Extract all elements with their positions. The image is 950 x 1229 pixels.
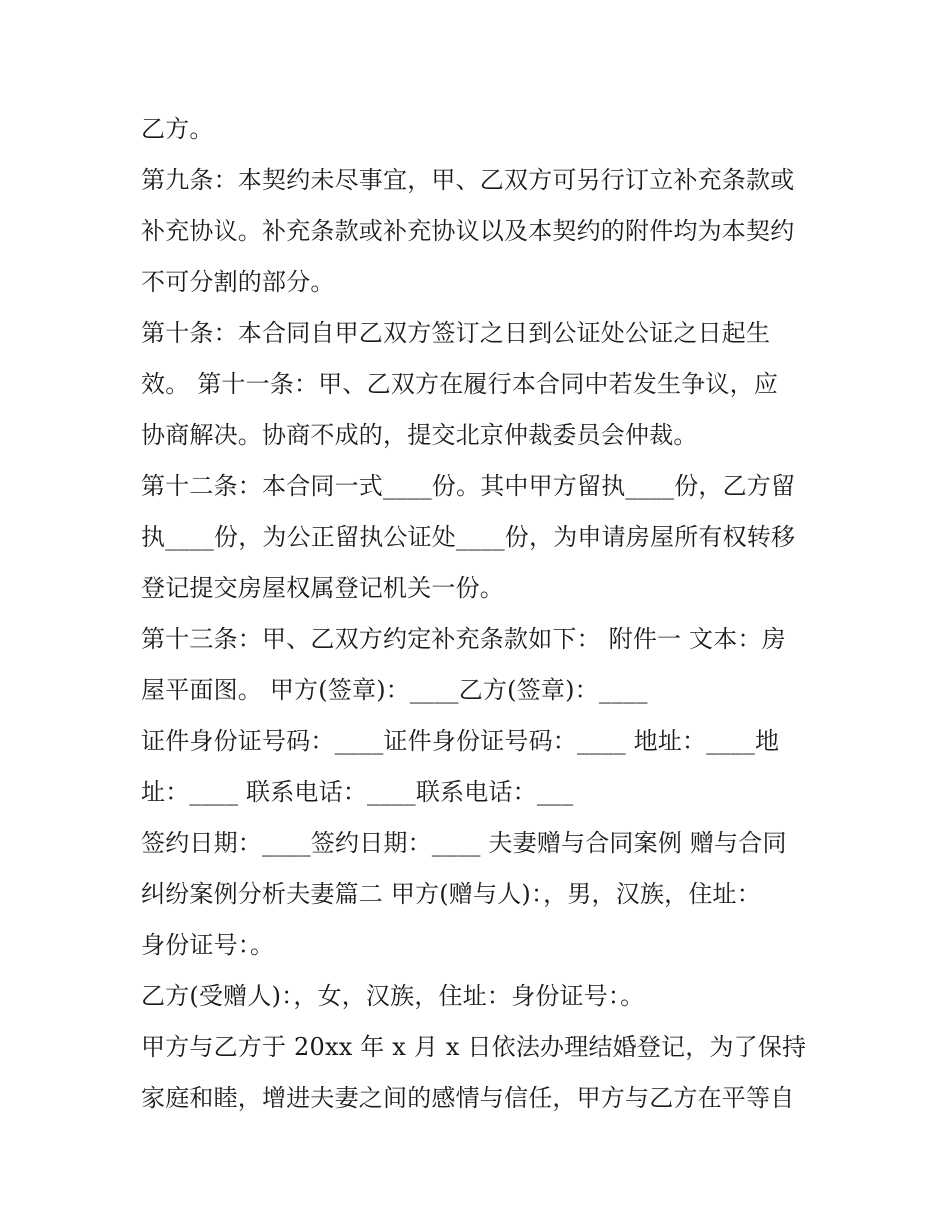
- document-body: [141, 104, 821, 1124]
- text-line: 第十二条：本合同一式____份。其中甲方留执____份，乙方留: [141, 472, 796, 500]
- text-line: 证件身份证号码：____证件身份证号码：____ 地址：____地: [141, 727, 780, 755]
- text-line: 执____份，为公正留执公证处____份，为申请房屋所有权转移: [141, 523, 796, 551]
- text-line: 第十三条：甲、乙双方约定补充条款如下： 附件一 文本：房: [141, 625, 786, 653]
- text-line: 家庭和睦，增进夫妻之间的感情与信任，甲方与乙方在平等自: [141, 1084, 795, 1112]
- text-line: 登记提交房屋权属登记机关一份。: [141, 574, 504, 602]
- text-line: 协商解决。协商不成的，提交北京仲裁委员会仲裁。: [141, 421, 698, 449]
- text-line: 纠纷案例分析夫妻篇二 甲方(赠与人)：，男，汉族，住址：: [141, 880, 761, 908]
- text-line: 第十条：本合同自甲乙双方签订之日到公证处公证之日起生: [141, 319, 771, 347]
- text-line: 签约日期：____签约日期：____ 夫妻赠与合同案例 赠与合同: [141, 829, 787, 857]
- text-line: 乙方(受赠人)：，女，汉族，住址：身份证号：。: [141, 982, 645, 1010]
- text-line: 乙方。: [141, 115, 214, 143]
- text-line: 不可分割的部分。: [141, 268, 335, 296]
- text-line: 址：____ 联系电话：____联系电话：___: [141, 778, 574, 806]
- text-line: 效。 第十一条：甲、乙双方在履行本合同中若发生争议，应: [141, 370, 779, 398]
- text-line: 屋平面图。 甲方(签章)：____乙方(签章)：____: [141, 676, 648, 704]
- text-line: 第九条：本契约未尽事宜，甲、乙双方可另行订立补充条款或: [141, 166, 795, 194]
- text-line: 身份证号：。: [141, 931, 275, 959]
- text-line: 补充协议。补充条款或补充协议以及本契约的附件均为本契约: [141, 217, 795, 245]
- text-line: 甲方与乙方于 20xx 年 x 月 x 日依法办理结婚登记，为了保持: [141, 1033, 807, 1061]
